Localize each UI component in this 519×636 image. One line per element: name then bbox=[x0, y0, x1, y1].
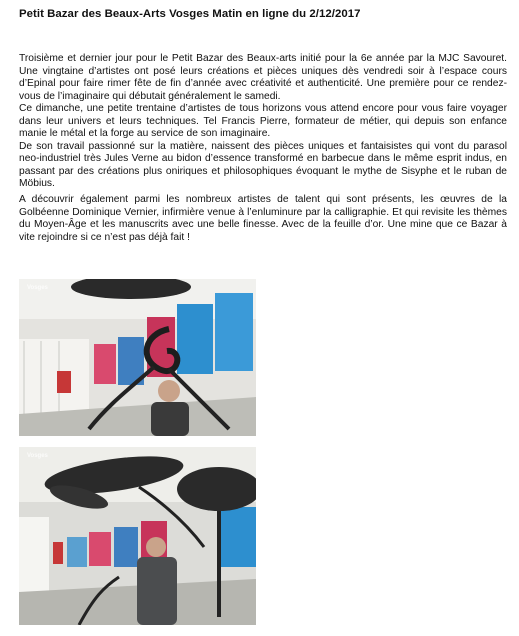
paragraph-1: Troisième et dernier jour pour le Petit Bazar des Beaux-arts initié pour la 6e année par la MJC Savouret. Une vingtaine d’artistes ont posé leurs créations et pièces uniques dès vendredi soir à l’espace cours d’Epinal pour faire rimer fête de fin d’année avec créativité et authenticité. Une première pour ce rendez-vous de l’imaginaire qui débutait généralement le samedi. bbox=[19, 53, 507, 102]
article-body bbox=[19, 53, 507, 244]
photo-2-illustration bbox=[19, 447, 256, 625]
document-title: Petit Bazar des Beaux-Arts Vosges Matin en ligne du 2/12/2017 bbox=[19, 8, 361, 20]
article-photo-1 bbox=[19, 279, 256, 436]
paragraph-3: De son travail passionné sur la matière, naissent des pièces uniques et fantaisistes qui vont du parasol neo-industriel très Jules Verne au bidon d’essence transformé en barbecue dans le même esprit indus, en passant par des créations plus oniriques et philosophiques évoquant le mythe de Sisyphe et le ruban de Möbius. bbox=[19, 140, 507, 190]
photo-2-watermark: Vosges bbox=[27, 453, 48, 459]
photo-1-watermark: Vosges bbox=[27, 285, 48, 291]
paragraph-4: A découvrir également parmi les nombreux artistes de talent qui sont présents, les œuvres de la Golbéenne Dominique Vernier, infirmière venue à l’enluminure par la calligraphie. Et qui revisite les thèmes du Moyen-Âge et les manuscrits avec une belle finesse. Avec de la feuille d’or. Une mine que ce Bazar à vite rejoindre si ce n’est pas déjà fait ! bbox=[19, 194, 507, 243]
article-photo-2 bbox=[19, 447, 256, 625]
paragraph-2: Ce dimanche, une petite trentaine d’artistes de tous horizons vous attend encore pour vous faire voyager dans leur univers et leurs techniques. Tel Francis Pierre, formateur de métier, qui depuis son enfance manie le métal et la forge au service de son imaginaire. bbox=[19, 103, 507, 140]
photo-1-illustration bbox=[19, 279, 256, 436]
